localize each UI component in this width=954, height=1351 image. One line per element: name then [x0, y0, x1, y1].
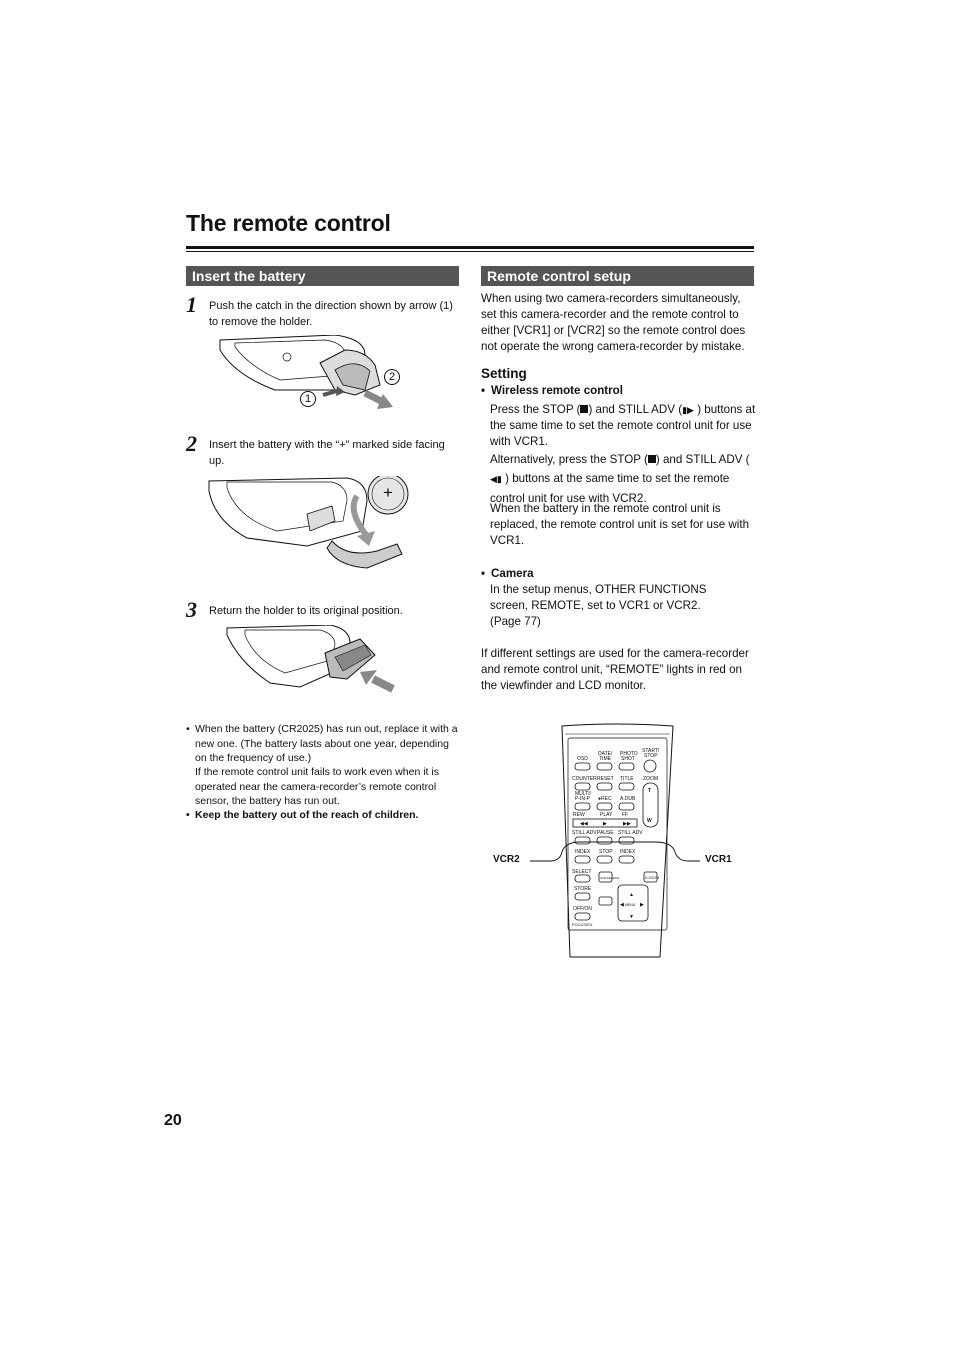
battery-plus-mark: + — [383, 483, 393, 502]
svg-text:FF: FF — [622, 812, 629, 818]
page-number: 20 — [164, 1112, 182, 1129]
warning-bullet: • — [186, 809, 190, 821]
svg-text:FOCUS/FIL: FOCUS/FIL — [572, 922, 593, 927]
svg-text:REW: REW — [573, 812, 585, 818]
svg-text:STOP: STOP — [644, 753, 658, 759]
vcr2-label: VCR2 — [493, 854, 520, 865]
svg-text:OSD: OSD — [577, 756, 588, 762]
svg-text:▲: ▲ — [629, 892, 634, 898]
step-1-number: 1 — [186, 292, 197, 317]
wireless-bullet: • — [481, 384, 486, 397]
svg-text:▶: ▶ — [603, 821, 607, 827]
svg-text:TITLE: TITLE — [620, 776, 634, 782]
svg-text:W: W — [647, 818, 652, 824]
title-rule — [186, 246, 754, 249]
svg-text:MULTI/: MULTI/ — [575, 791, 592, 797]
page-title: The remote control — [186, 210, 391, 236]
wireless-p2-part-a: Alternatively, press the STOP ( — [490, 453, 648, 466]
svg-text:SHOT: SHOT — [621, 756, 635, 762]
svg-text:RESET: RESET — [597, 776, 614, 782]
svg-text:COUNTER: COUNTER — [572, 776, 597, 782]
wireless-p2-part-c: ) buttons at the same time to set the remote control unit for use with VCR2. — [490, 472, 730, 505]
stop-icon — [648, 455, 656, 463]
wireless-p1-part-a: Press the STOP ( — [490, 403, 581, 416]
svg-text:PAUSE: PAUSE — [597, 830, 614, 836]
insert-battery-heading: Insert the battery — [186, 266, 459, 286]
still-adv-reverse-icon: ◀▮ — [490, 474, 502, 484]
title-rule-thin — [186, 251, 754, 252]
warning-children: Keep the battery out of the reach of children. — [195, 809, 419, 821]
camera-heading: Camera — [491, 567, 534, 580]
svg-text:P-IN-P: P-IN-P — [575, 796, 590, 802]
note-battery-lifetime: When the battery (CR2025) has run out, replace it with a new one. (The battery lasts about one year, depending on the frequency of use.) — [195, 723, 458, 764]
step-3-text: Return the holder to its original position. — [209, 605, 403, 617]
svg-text:TIME: TIME — [599, 756, 611, 762]
wireless-p3: When the battery in the remote control unit is replaced, the remote control unit is set for use with VCR1. — [490, 502, 750, 547]
still-adv-forward-icon: ▮▶ — [682, 405, 694, 415]
svg-text:●REC: ●REC — [598, 796, 612, 802]
svg-text:SELECT: SELECT — [572, 869, 592, 875]
svg-text:STILL ADV: STILL ADV — [618, 830, 643, 836]
note-bullet: • — [186, 723, 190, 735]
arrow-2-label: 2 — [384, 369, 400, 385]
svg-text:▶: ▶ — [640, 902, 644, 908]
svg-text:INDEX: INDEX — [575, 849, 591, 855]
step-2-text: Insert the battery with the “+” marked side facing up. — [209, 439, 445, 467]
svg-text:STOP: STOP — [599, 849, 613, 855]
svg-text:VAR.SEARCH: VAR.SEARCH — [600, 876, 620, 880]
step-2-number: 2 — [186, 431, 197, 456]
remote-setup-heading: Remote control setup — [481, 266, 754, 286]
camera-bullet: • — [481, 567, 486, 580]
wireless-heading: Wireless remote control — [491, 384, 623, 397]
svg-text:STORE: STORE — [574, 886, 592, 892]
svg-text:◀◀: ◀◀ — [580, 821, 588, 827]
svg-text:DATE/: DATE/ — [598, 751, 613, 757]
arrow-1-label: 1 — [300, 391, 316, 407]
wireless-p1-part-b: ) and STILL ADV ( — [588, 403, 683, 416]
wireless-p1 — [490, 402, 758, 450]
svg-text:PHOTO: PHOTO — [620, 751, 638, 757]
svg-text:OFF/ON: OFF/ON — [573, 906, 592, 912]
svg-text:INDEX: INDEX — [620, 849, 636, 855]
svg-text:◀: ◀ — [620, 902, 624, 908]
svg-text:A.DUB: A.DUB — [620, 796, 636, 802]
vcr1-label: VCR1 — [705, 854, 732, 865]
wireless-p2 — [490, 450, 758, 508]
step-1-text: Push the catch in the direction shown by arrow (1) to remove the holder. — [209, 300, 453, 328]
svg-text:T: T — [648, 788, 652, 794]
svg-text:PLAY: PLAY — [600, 812, 613, 818]
svg-text:ZOOM: ZOOM — [643, 776, 658, 782]
svg-text:MENU: MENU — [625, 903, 636, 907]
svg-text:▶▶: ▶▶ — [623, 821, 631, 827]
setting-heading: Setting — [481, 366, 527, 381]
setup-intro: When using two camera-recorders simultaneously, set this camera-recorder and the remote control to either [VCR1] or [VCR2] so the remote control does not operate the wrong camera-recorder by mistake. — [481, 292, 746, 353]
setup-outro: If different settings are used for the camera-recorder and remote control unit, “REMOTE” lights in red on the viewfinder and LCD monitor. — [481, 647, 749, 692]
step-3-number: 3 — [186, 597, 197, 622]
svg-text:▼: ▼ — [629, 914, 634, 920]
svg-text:D.ZOOM: D.ZOOM — [645, 876, 659, 880]
camera-text: In the setup menus, OTHER FUNCTIONS screen, REMOTE, set to VCR1 or VCR2. (Page 77) — [490, 583, 707, 628]
svg-text:STILL ADV: STILL ADV — [572, 830, 597, 836]
return-holder-illustration — [225, 625, 400, 695]
wireless-p1-part-c: ) buttons at the same time to set the remote control unit for use with VCR1. — [490, 403, 756, 448]
remote-control-illustration — [530, 722, 700, 962]
svg-text:START/: START/ — [642, 748, 660, 754]
wireless-p2-part-b: ) and STILL ADV ( — [655, 453, 750, 466]
note-battery-failure: If the remote control unit fails to work even when it is operated near the camera-recorder’s remote control sensor, the battery has run out. — [195, 766, 439, 807]
